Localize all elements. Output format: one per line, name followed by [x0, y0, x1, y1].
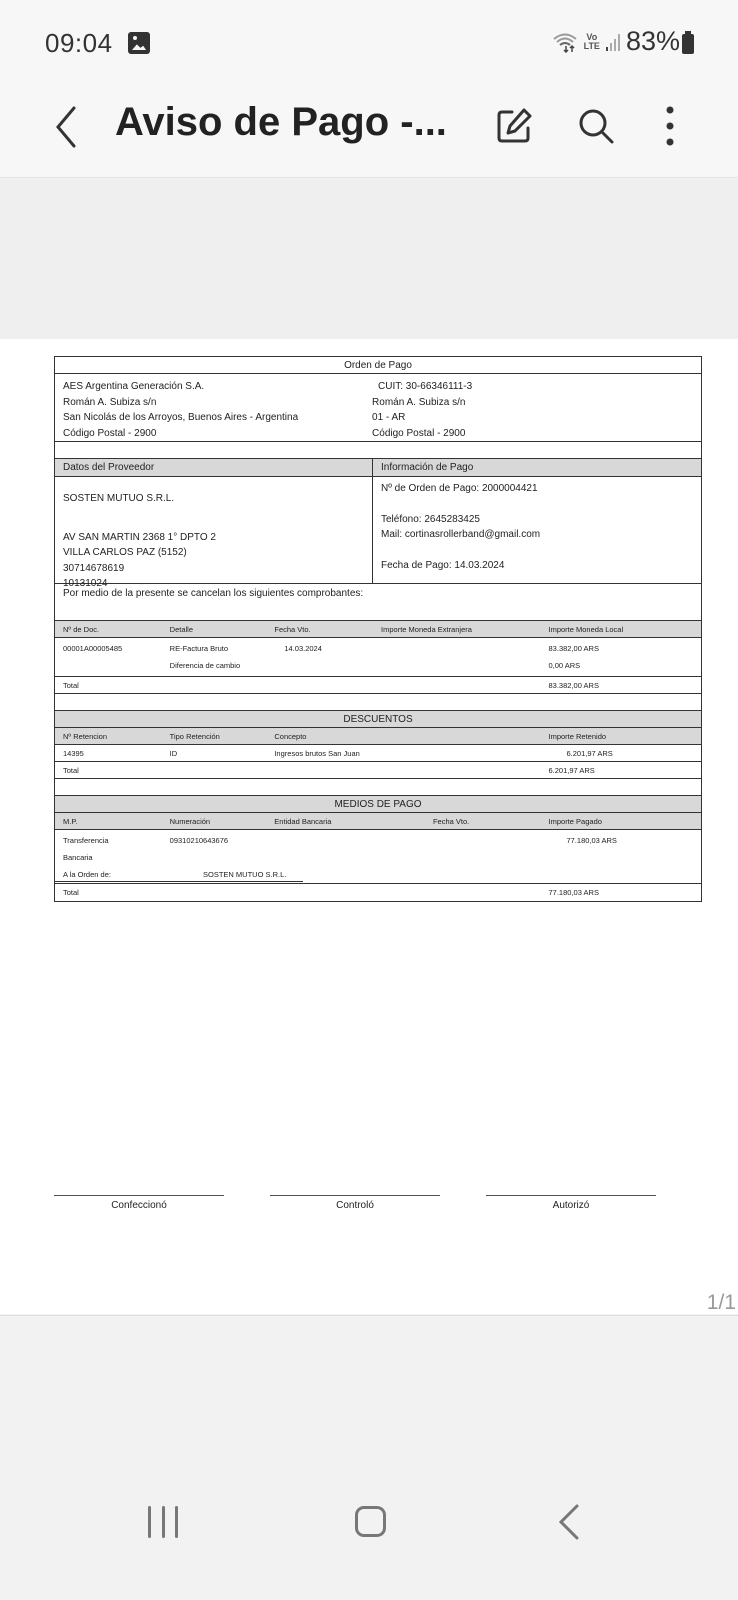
table-row: Diferencia de cambio 0,00 ARS	[169, 661, 581, 670]
signal-icon	[606, 33, 620, 51]
order-of-row: A la Orden de: SOSTEN MUTUO S.R.L.	[55, 866, 701, 883]
provider-payment-header	[55, 459, 701, 477]
payment-info	[373, 477, 548, 583]
provider-header: Datos del Proveedor	[55, 459, 373, 476]
battery-icon	[682, 34, 694, 54]
back-icon[interactable]	[555, 1502, 585, 1542]
document-title: Orden de Pago	[55, 357, 701, 374]
app-bar	[0, 86, 738, 178]
table-row: Transferencia 09310210643676 77.180,03 ARS	[63, 836, 617, 845]
mail: Mail: cortinasrollerband@gmail.com	[381, 529, 541, 540]
provider-code: 10131024	[63, 578, 108, 589]
recents-icon[interactable]	[148, 1506, 178, 1538]
company-block	[55, 374, 701, 442]
phone: Teléfono: 2645283425	[381, 513, 480, 525]
navigation-bar	[0, 1315, 738, 1600]
vouchers-body	[55, 638, 701, 677]
battery-percent: 83%	[625, 26, 680, 56]
discounts-header: Nº Retencion Tipo Retención Concepto Importe Retenido	[55, 728, 701, 745]
status-time: 09:04	[45, 28, 113, 58]
home-icon[interactable]	[355, 1506, 386, 1537]
gallery-icon	[128, 32, 150, 54]
provider-address: AV SAN MARTIN 2368 1° DPTO 2	[63, 531, 216, 543]
spacer-row	[55, 779, 701, 796]
payment-date: Fecha de Pago: 14.03.2024	[381, 559, 505, 571]
table-row: 00001A00005485 RE-Factura Bruto 14.03.2024 83.382,00 ARS	[63, 644, 599, 653]
table-row: 14395 ID Ingresos brutos San Juan 6.201,97 ARS	[55, 745, 701, 762]
chevron-left-icon[interactable]	[48, 104, 84, 150]
status-icons	[552, 26, 680, 57]
company-info-left: AES Argentina Generación S.A. Román A. Subiza s/n San Nicolás de los Arroyos, Buenos Aires - Argentina Código Postal - 2900	[63, 381, 299, 439]
payment-methods-header: M.P. Numeración Entidad Bancaria Fecha Vto. Importe Pagado	[55, 813, 701, 830]
payment-order-document	[54, 356, 702, 902]
vouchers-header: Nº de Doc. Detalle Fecha Vto. Importe Moneda Extranjera Importe Moneda Local	[55, 621, 701, 638]
vouchers-total: Total 83.382,00 ARS	[55, 677, 701, 694]
order-number: Nº de Orden de Pago: 2000004421	[381, 483, 538, 494]
payment-methods-title: MEDIOS DE PAGO	[55, 796, 701, 813]
viewer-background	[0, 179, 738, 339]
spacer-row	[55, 694, 701, 711]
status-bar	[0, 0, 738, 86]
provider-block	[55, 477, 701, 589]
intro-text: Por medio de la presente se cancelan los siguientes comprobantes:	[55, 584, 701, 621]
signature-prepared: Confeccionó	[54, 1195, 224, 1211]
page-title: Aviso de Pago -...	[115, 100, 447, 144]
provider-city: VILLA CARLOS PAZ (5152)	[63, 547, 187, 558]
spacer-row	[55, 442, 701, 459]
provider-data	[55, 477, 373, 589]
company-info-right: CUIT: 30-66346111-3 Román A. Subiza s/n 01 - AR Código Postal - 2900	[372, 381, 473, 439]
page-indicator: 1/1	[706, 1291, 736, 1314]
edit-icon[interactable]	[494, 106, 534, 146]
search-icon[interactable]	[576, 106, 616, 146]
payment-info-header: Información de Pago	[381, 462, 474, 473]
provider-name: SOSTEN MUTUO S.R.L.	[63, 493, 175, 504]
volte-icon: Vo LTE	[583, 31, 600, 51]
provider-cuit: 30714678619	[63, 562, 125, 574]
discounts-total: Total 6.201,97 ARS	[55, 762, 701, 779]
wifi-icon	[552, 31, 578, 53]
discounts-title: DESCUENTOS	[55, 711, 701, 728]
pdf-page[interactable]	[0, 339, 738, 1314]
more-vertical-icon[interactable]	[660, 104, 680, 148]
payment-methods-body	[55, 830, 701, 884]
signature-authorized: Autorizó	[486, 1195, 656, 1211]
payment-methods-total: Total 77.180,03 ARS	[63, 888, 599, 897]
table-row: Bancaria	[63, 853, 93, 862]
signature-controlled: Controló	[270, 1195, 440, 1211]
